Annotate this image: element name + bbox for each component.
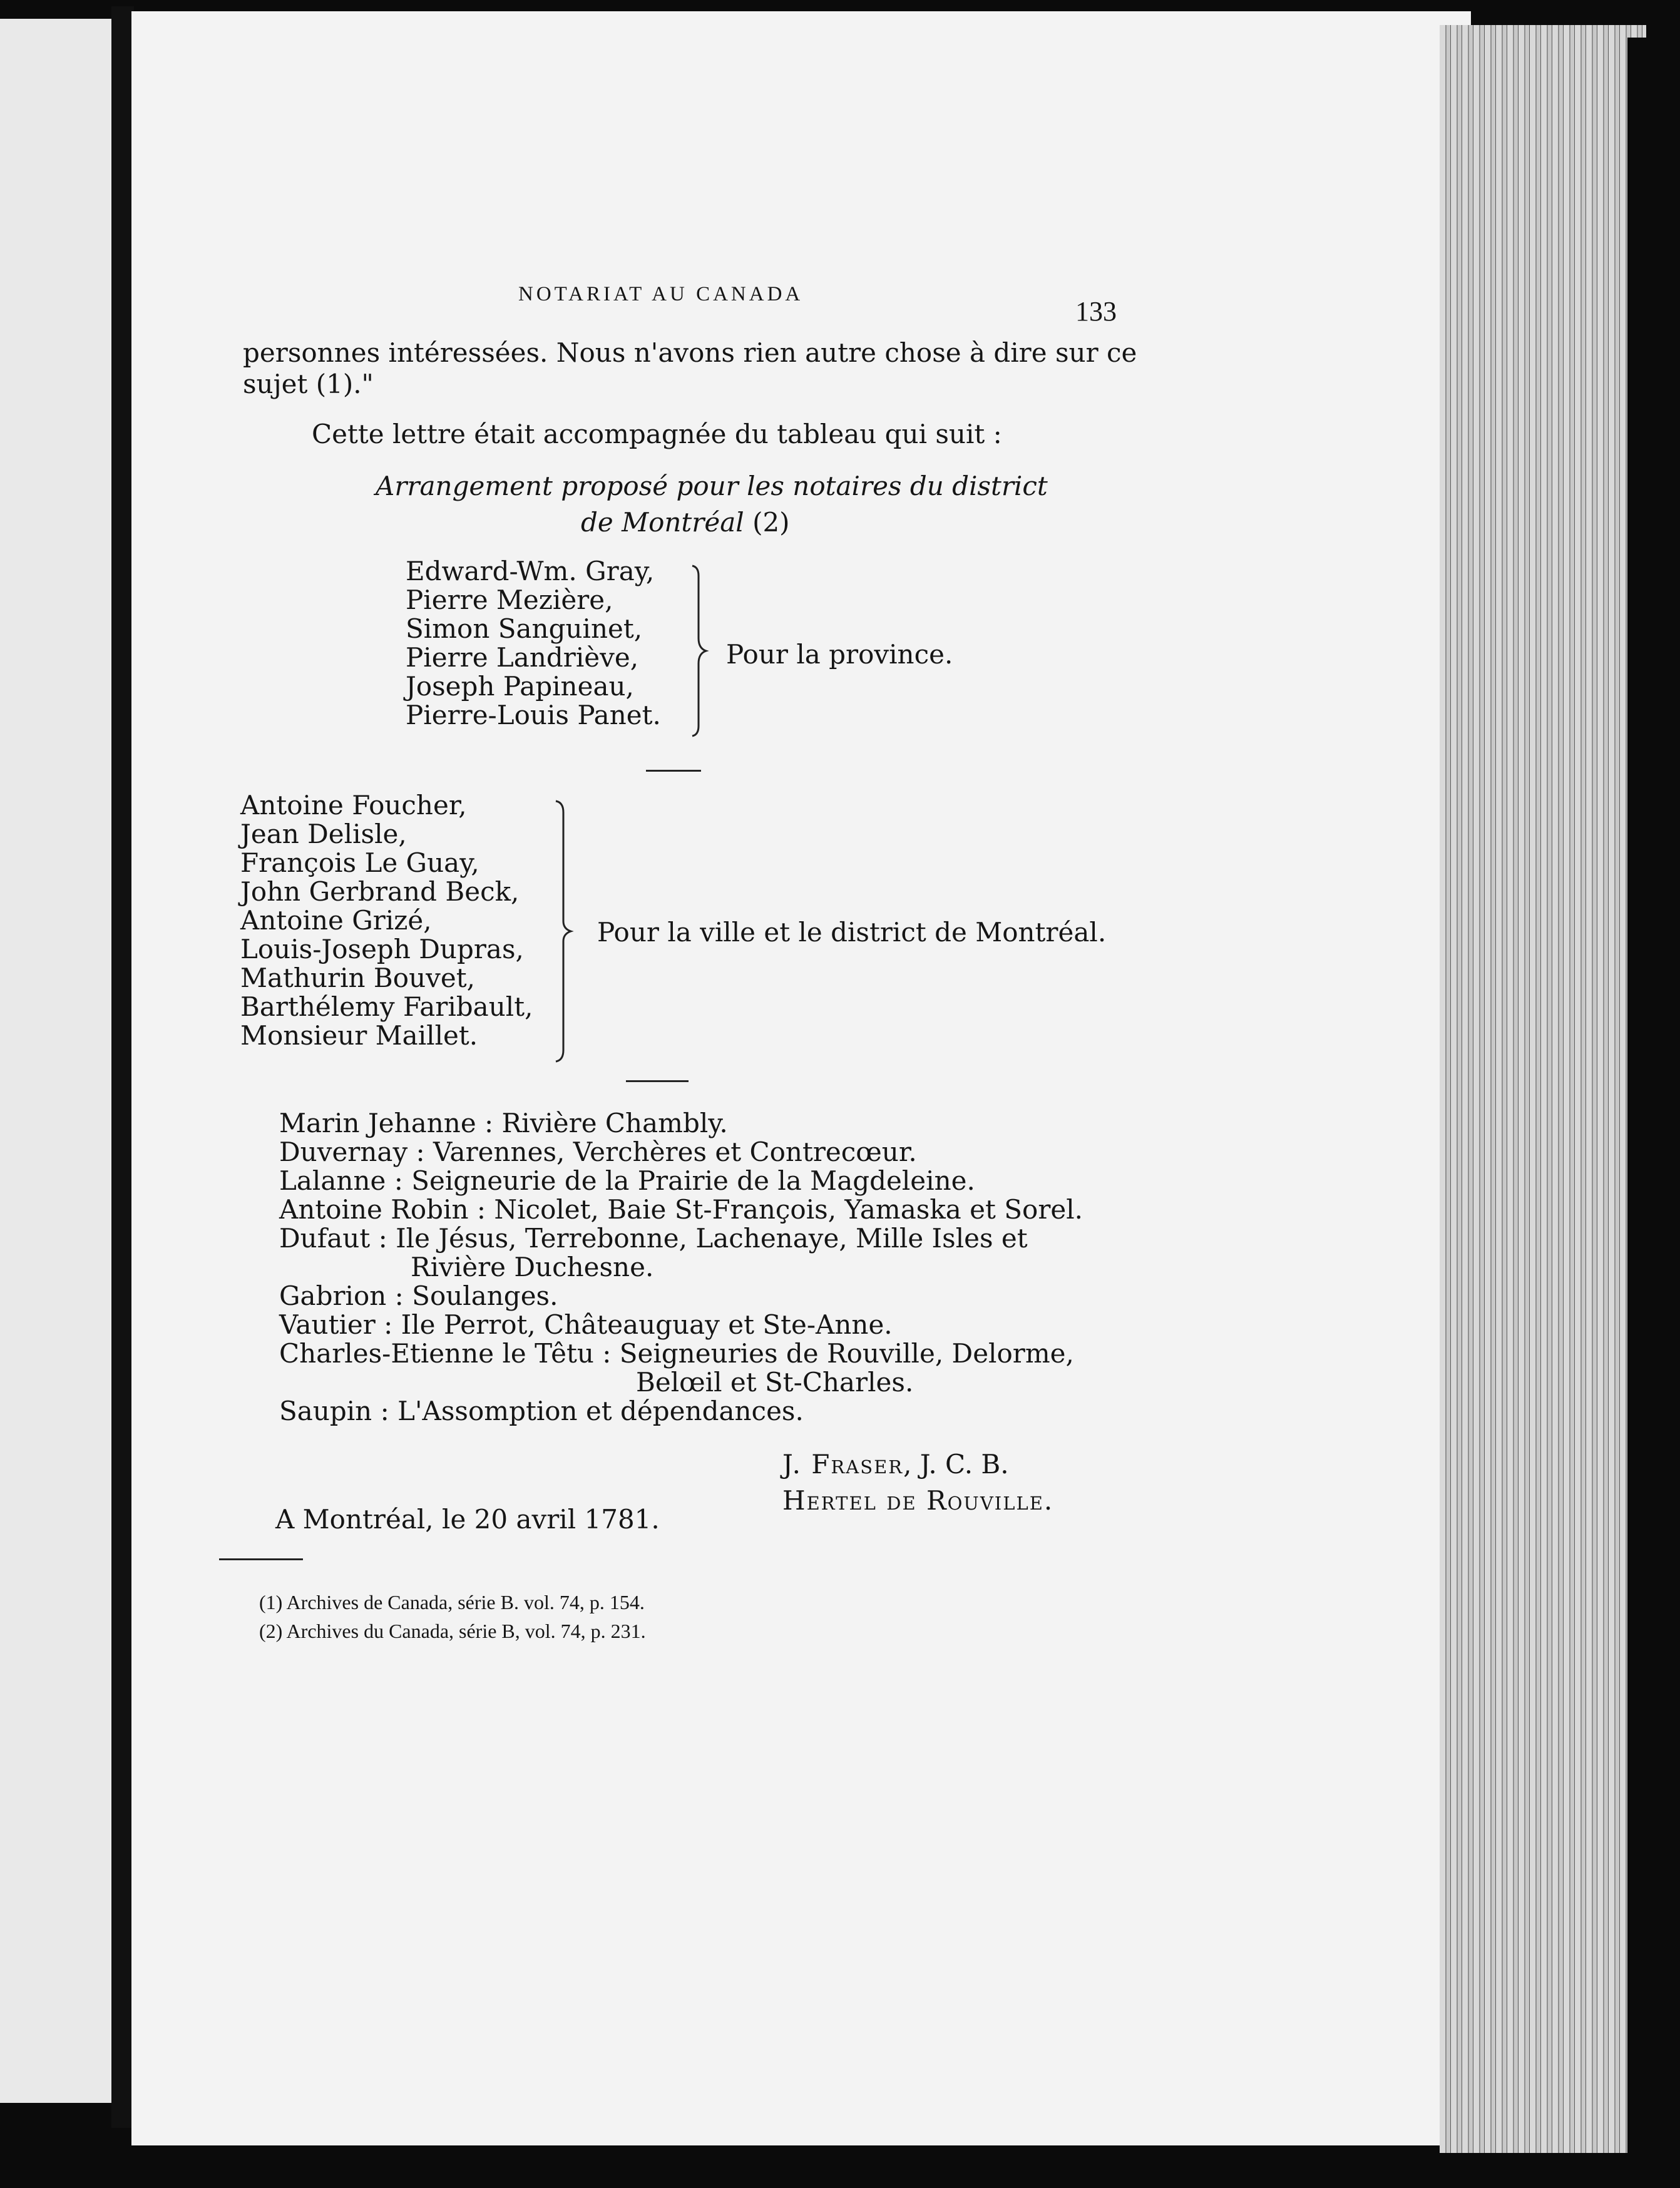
footnote-2: (2) Archives du Canada, série B, vol. 74, p. 231. [259,1620,646,1642]
separator-rule [646,770,701,772]
name-entry: Edward-Wm. Gray, [406,556,655,586]
separator-rule [626,1080,689,1082]
signature-line-1 [782,1449,1009,1480]
name-entry: Joseph Papineau, [406,671,634,702]
footnote-1: (1) Archives de Canada, série B. vol. 74, p. 154. [259,1591,645,1613]
footnote-rule [219,1558,303,1560]
assignment-entry: Belœil et St-Charles. [636,1367,914,1398]
name-entry: John Gerbrand Beck, [240,876,520,907]
name-entry: Pierre-Louis Panet. [406,700,661,730]
name-entry: Monsieur Maillet. [240,1020,478,1051]
assignment-entry: Vautier : Ile Perrot, Châteauguay et Ste-Anne. [279,1309,893,1340]
name-entry: Antoine Foucher, [240,790,467,820]
name-entry: Mathurin Bouvet, [240,963,475,993]
assignment-entry: Gabrion : Soulanges. [279,1281,558,1311]
group-1-label: Pour la province. [726,639,953,670]
name-entry: François Le Guay, [240,847,479,878]
name-entry: Louis-Joseph Dupras, [240,934,524,964]
dateline: A Montréal, le 20 avril 1781. [275,1504,660,1535]
group-1-brace [687,563,712,739]
table-title-line-2 [581,507,790,538]
signature-name: J. Fraser [782,1449,904,1480]
group-2-label: Pour la ville et le district de Montréal. [597,917,1107,948]
group-2-brace [551,799,578,1064]
signature-line-2: Hertel de Rouville. [782,1485,1054,1516]
name-entry: Jean Delisle, [240,819,407,849]
paragraph-2: Cette lettre était accompagnée du tableau qui suit : [312,419,1002,449]
assignment-entry: Lalanne : Seigneurie de la Prairie de la Magdeleine. [279,1165,975,1196]
name-entry: Pierre Mezière, [406,585,613,615]
assignment-entry: Rivière Duchesne. [411,1252,654,1282]
table-title-italic: de Montréal [581,507,744,538]
group-2-names [240,791,533,1050]
assignment-entry: Charles-Etienne le Têtu : Seigneuries de Rouville, Delorme, [279,1338,1074,1369]
table-title-ref: (2) [752,507,790,538]
assignment-entry: Dufaut : Ile Jésus, Terrebonne, Lachenaye, Mille Isles et [279,1223,1028,1254]
name-entry: Pierre Landriève, [406,642,639,673]
running-head: NOTARIAT AU CANADA [518,283,804,305]
paragraph-1-line-2: sujet (1)." [243,369,374,399]
signature-title: , J. C. B. [903,1449,1009,1480]
name-entry: Antoine Grizé, [240,905,432,936]
assignment-entry: Marin Jehanne : Rivière Chambly. [279,1108,728,1138]
page-number: 133 [1075,296,1117,327]
assignments-list [279,1109,1083,1426]
table-title-line-1: Arrangement proposé pour les notaires du district [376,471,1048,501]
assignment-entry: Duvernay : Varennes, Verchères et Contrecœur. [279,1137,917,1167]
paragraph-1-line-1: personnes intéressées. Nous n'avons rien autre chose à dire sur ce [243,337,1137,368]
assignment-entry: Antoine Robin : Nicolet, Baie St-François, Yamaska et Sorel. [279,1194,1083,1225]
name-entry: Simon Sanguinet, [406,613,643,644]
assignment-entry: Saupin : L'Assomption et dépendances. [279,1396,804,1426]
group-1-names [406,557,661,730]
name-entry: Barthélemy Faribault, [240,991,533,1022]
